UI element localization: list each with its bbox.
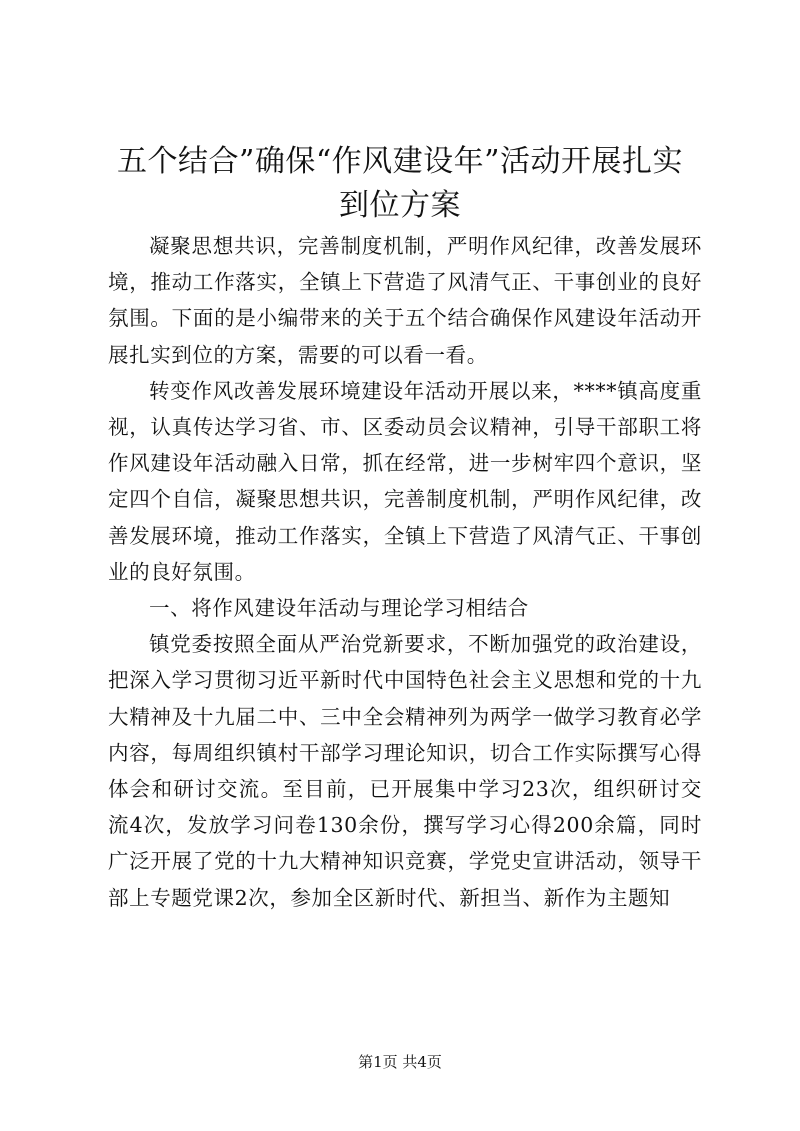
section-heading: 一、将作风建设年活动与理论学习相结合: [149, 596, 529, 621]
paragraph: 镇党委按照全面从严治党新要求，不断加强党的政治建设，把深入学习贯彻习近平新时代中国特色社会主义思想和党的十九大精神及十九届二中、三中全会精神列为两学一做学习教育必学内容，每周组织镇村干部学习理论知识，切合工作实际撰写心得体会和研讨交流。至目前，已开展集中学习23次，组织研讨交流4次，发放学习问卷130余份，撰写学习心得200余篇，同时广泛开展了党的十九大精神知识竞赛，学党史宣讲活动，领导干部上专题党课2次，参加全区新时代、新担当、新作为主题知: [108, 632, 702, 910]
paragraph: 转变作风改善发展环境建设年活动开展以来，****镇高度重视，认真传达学习省、市、区委动员会议精神，引导干部职工将作风建设年活动融入日常，抓在经常，进一步树牢四个意识，坚定四个自信，凝聚思想共识，完善制度机制，严明作风纪律，改善发展环境，推动工作落实，全镇上下营造了风清气正、干事创业的良好氛围。: [108, 378, 702, 584]
title-line-2: 到位方案: [339, 188, 461, 223]
title-line-1: 五个结合”确保“作风建设年”活动开展扎实: [116, 144, 683, 179]
document-body: [108, 228, 702, 916]
paragraph: 凝聚思想共识，完善制度机制，严明作风纪律，改善发展环境，推动工作落实，全镇上下营造了风清气正、干事创业的良好氛围。下面的是小编带来的关于五个结合确保作风建设年活动开展扎实到位的方案，需要的可以看一看。: [108, 234, 702, 367]
page-footer: 第1页 共4页: [358, 1053, 442, 1071]
document-title: [80, 140, 720, 228]
